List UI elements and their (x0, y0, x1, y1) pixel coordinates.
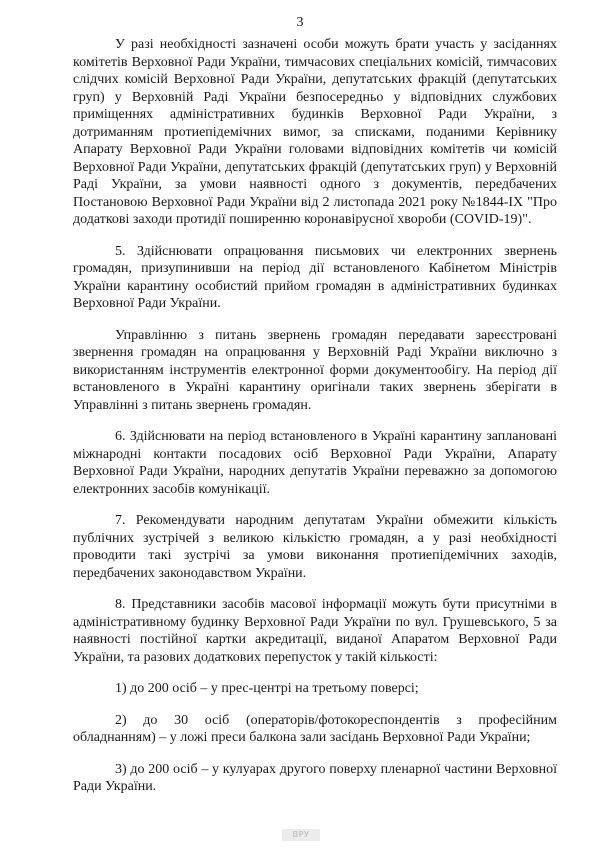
document-body (73, 36, 557, 796)
watermark-stamp: ВРУ (282, 829, 320, 841)
paragraph: Управлінню з питань звернень громадян передавати зареєстровані звернення громадян на опрацювання у Верховній Раді України виключно з використанням інструментів електронної форми документообігу. На період дії встановленого в Україні карантину оригінали таких звернень зберігати в Управлінні з питань звернень громадян. (73, 327, 557, 413)
paragraph: 7. Рекомендувати народним депутатам України обмежити кількість публічних зустрічей з великою кількістю громадян, а у разі необхідності проводити такі зустрічі за умови виконання протиепідемічних заходів, передбачених законодавством України. (73, 513, 557, 581)
page-number: 3 (296, 15, 304, 30)
list-item: 3) до 200 осіб – у кулуарах другого поверху пленарної частини Верховної Ради України. (73, 761, 557, 794)
list-item: 1) до 200 осіб – у прес-центрі на третьому поверсі; (115, 681, 419, 696)
paragraph: 8. Представники засобів масової інформації можуть бути присутніми в адміністративному будинку Верховної Ради України по вул. Грушевського, 5 за наявності постійної картки акредитації, виданої Апаратом Верховної Ради України, та разових додаткових перепусток у такій кількості: (73, 597, 557, 665)
paragraph: 6. Здійснювати на період встановленого в Україні карантину заплановані міжнародні контакти посадових осіб Верховної Ради України, Апарату Верховної Ради України, народних депутатів України переважно за допомогою електронних засобів комунікації. (73, 429, 557, 497)
paragraph: У разі необхідності зазначені особи можуть брати участь у засіданнях комітетів Верховної Ради України, тимчасових спеціальних комісій, тимчасових слідчих комісій Верховної Ради України, депутатських фракцій (депутатських груп) у Верховній Раді України безпосередньо у відповідних службових приміщеннях адміністративних будинків Верховної Ради України, з дотриманням протиепідемічних вимог, за списками, поданими Керівнику Апарату Верховної Ради України головами відповідних комітетів чи комісій Верховної Ради України, депутатських фракцій (депутатських груп) у Верховній Раді України, за умови наявності одного з документів, передбачених Постановою Верховної Ради України від 2 листопада 2021 року №1844-IX "Про додаткові заходи протидії поширенню коронавірусної хвороби (COVID-19)". (73, 37, 557, 227)
list-item: 2) до 30 осіб (операторів/фотокореспондентів з професійним обладнанням) – у ложі преси балкона зали засідань Верховної Ради України; (73, 712, 557, 745)
paragraph: 5. Здійснювати опрацювання письмових чи електронних звернень громадян, призупинивши на період дії встановленого Кабінетом Міністрів України карантину особистий прийом громадян в адміністративних будинках Верховної Ради України. (73, 243, 557, 311)
